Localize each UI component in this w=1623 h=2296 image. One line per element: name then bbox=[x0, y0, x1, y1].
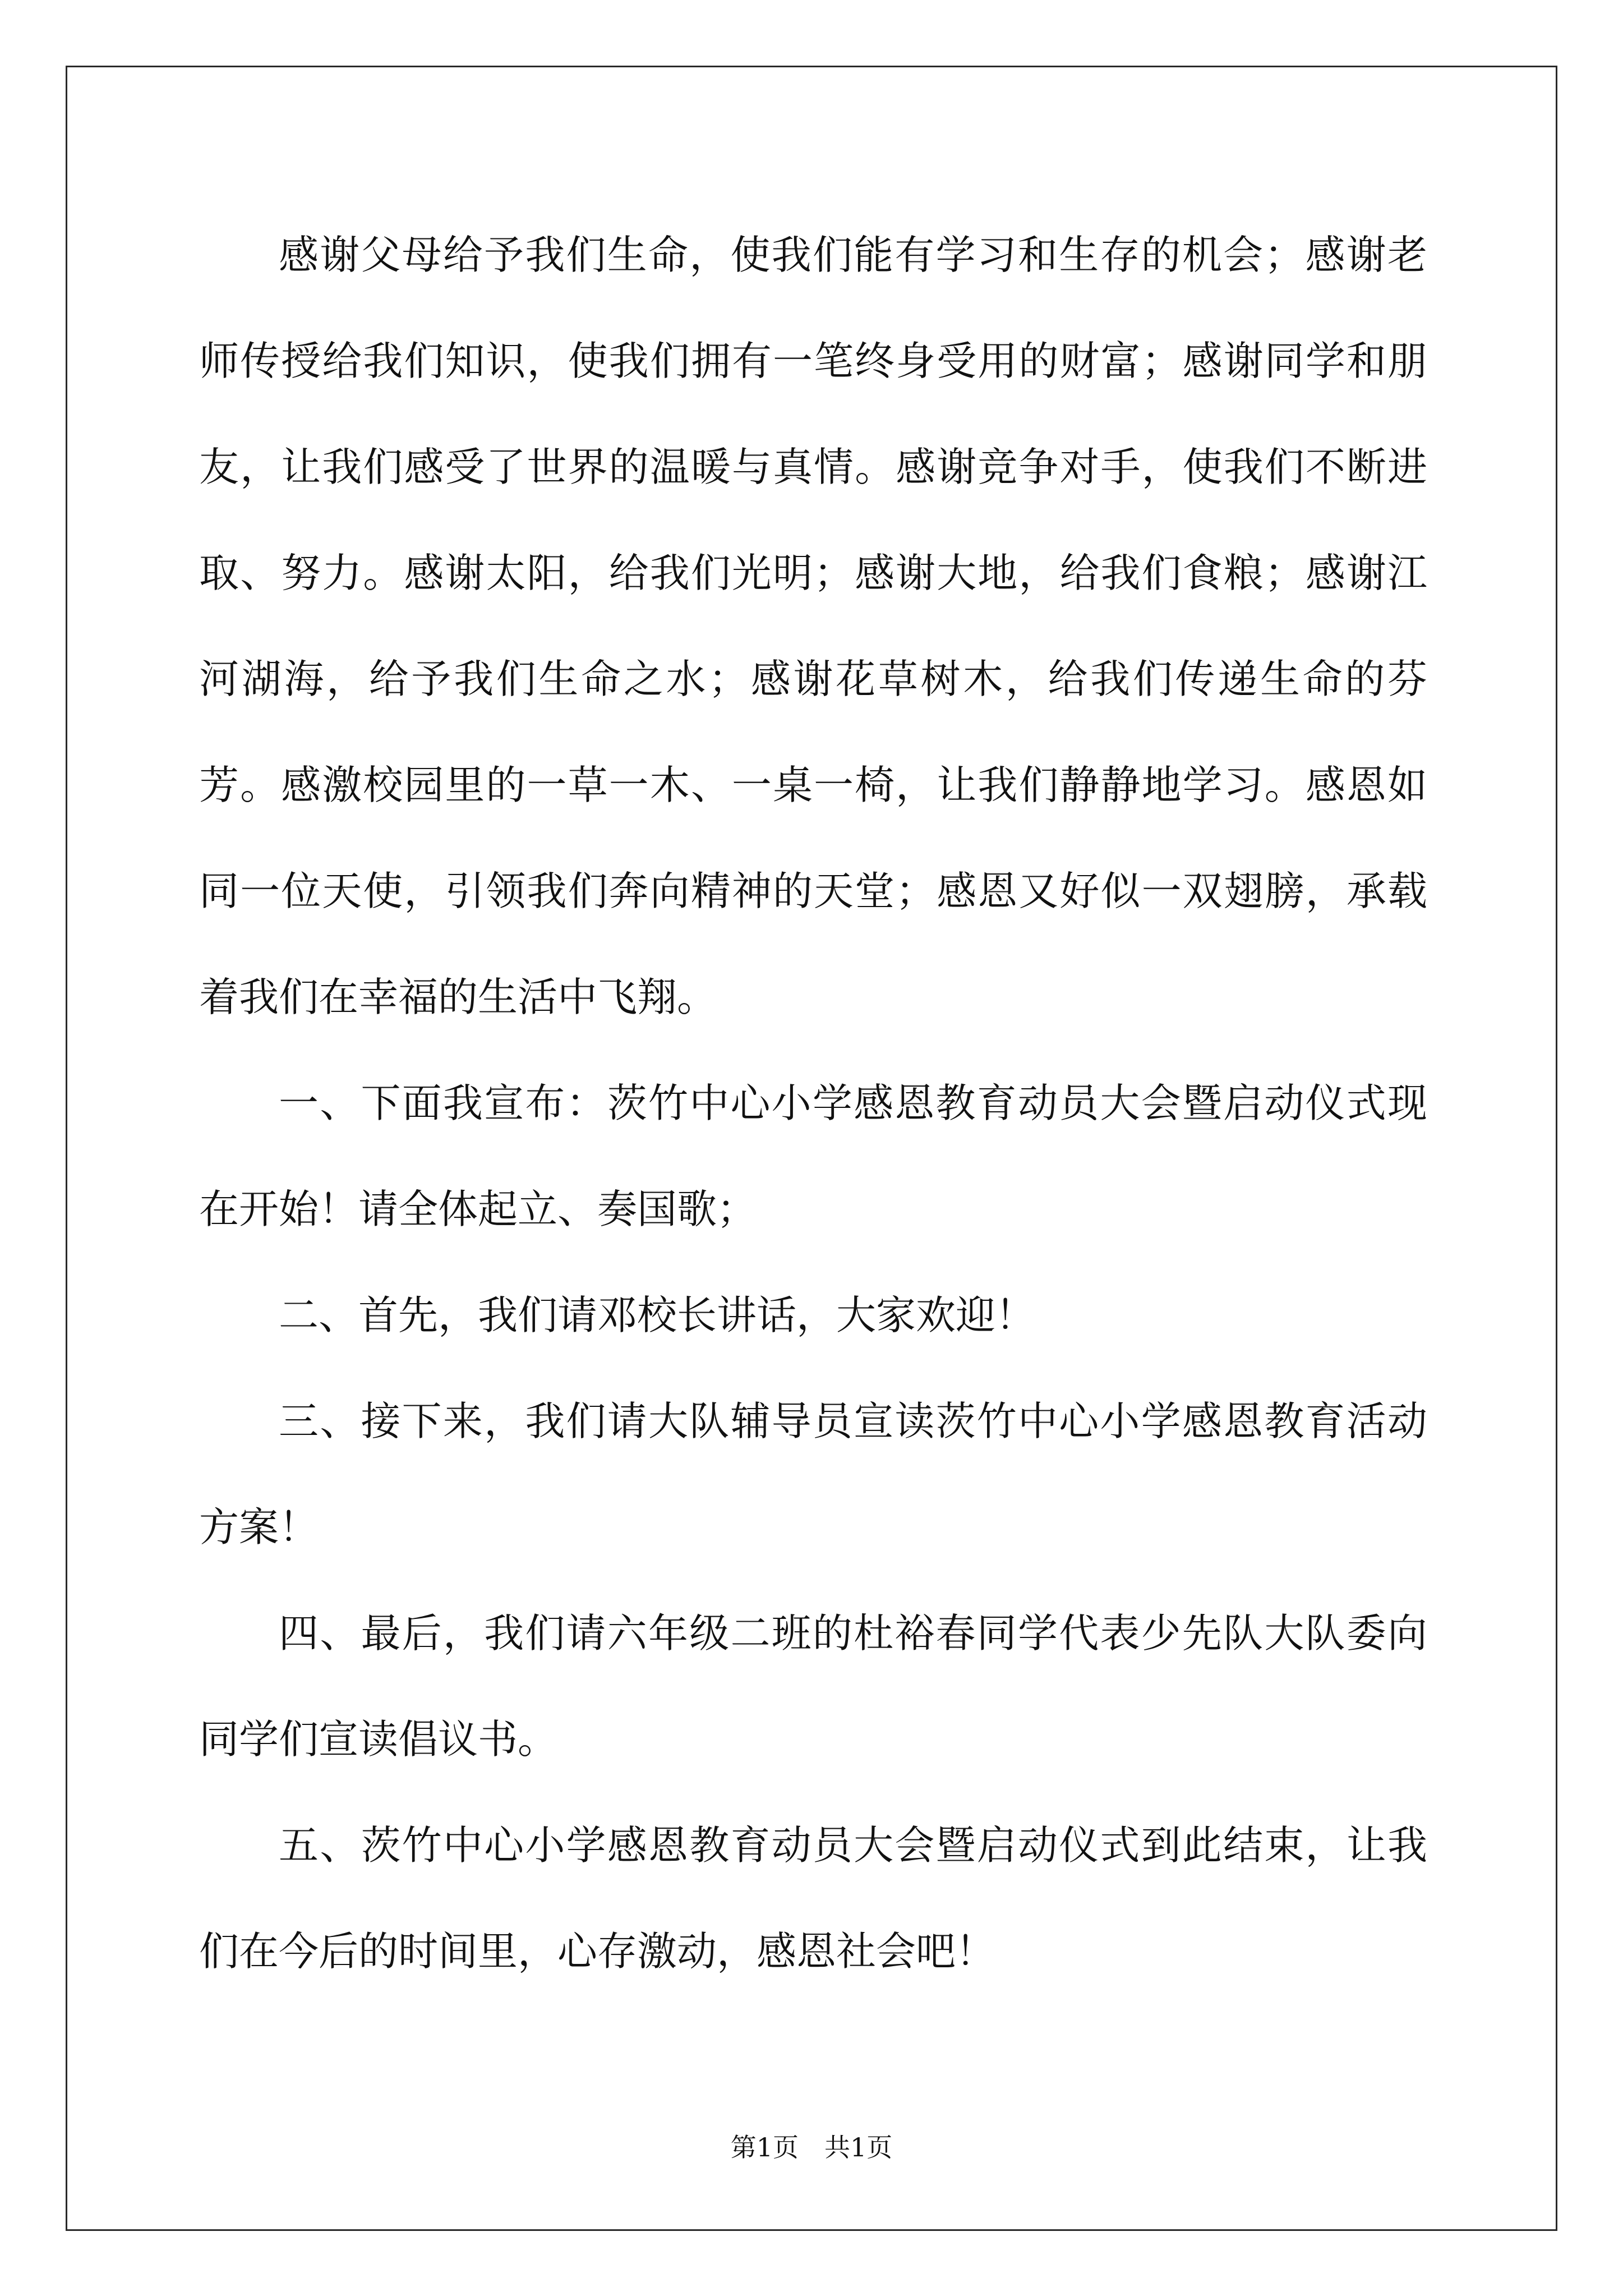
page-number-footer: 第1页 共1页 bbox=[730, 2132, 893, 2162]
paragraph-intro: 感谢父母给予我们生命，使我们能有学习和生存的机会；感谢老师传授给我们知识，使我们拥有一笔终身受用的财富；感谢同学和朋友，让我们感受了世界的温暖与真情。感谢竞争对手，使我们不断进取、努力。感谢太阳，给我们光明；感谢大地，给我们食粮；感谢江河湖海，给予我们生命之水；感谢花草树木，给我们传递生命的芬芳。感激校园里的一草一木、一桌一椅，让我们静静地学习。感恩如同一位天使，引领我们奔向精神的天堂；感恩又好似一双翅膀，承载着我们在幸福的生活中飞翔。 bbox=[199, 232, 1427, 1020]
paragraph-item-3: 三、接下来，我们请大队辅导员宣读茨竹中心小学感恩教育活动方案！ bbox=[199, 1398, 1427, 1550]
paragraph-item-2: 二、首先，我们请邓校长讲话，大家欢迎！ bbox=[279, 1292, 1036, 1338]
document-body bbox=[199, 202, 1427, 2004]
paragraph-item-4: 四、最后，我们请六年级二班的杜裕春同学代表少先队大队委向同学们宣读倡议书。 bbox=[199, 1610, 1427, 1763]
paragraph-item-5: 五、茨竹中心小学感恩教育动员大会暨启动仪式到此结束，让我们在今后的时间里，心存激动，感恩社会吧！ bbox=[199, 1822, 1427, 1975]
paragraph-item-1: 一、下面我宣布：茨竹中心小学感恩教育动员大会暨启动仪式现在开始！请全体起立、奏国歌； bbox=[199, 1080, 1427, 1232]
